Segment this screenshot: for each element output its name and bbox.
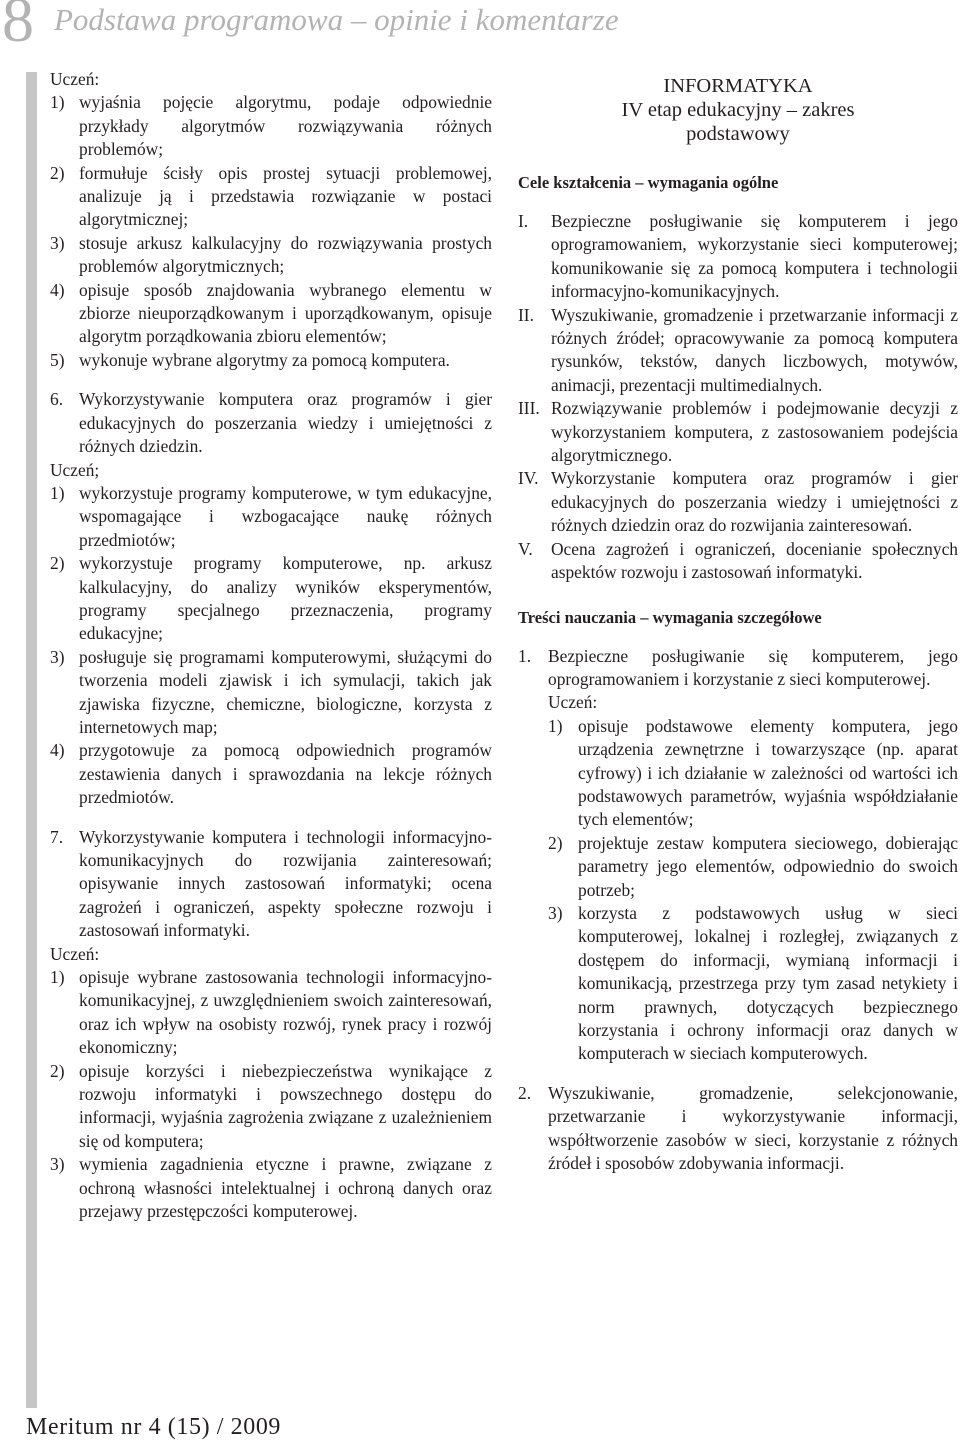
goal-item: I. Bezpieczne posługiwanie się komputerem i jego oprogramowaniem, wykorzystanie sieci komputerowej; komunikowanie się za pomocą komputera i technologii informacyjno-komunikacyjnych. (518, 211, 958, 302)
goal-item: II. Wyszukiwanie, gromadzenie i przetwarzanie informacji z różnych źródeł; opracowywanie za pomocą komputera rysunków, tekstów, danych liczbowych, motywów, animacji, prezentacji multimedialnych. (518, 304, 958, 395)
list-item: 1) wyjaśnia pojęcie algorytmu, podaje odpowiednie przykłady algorytmów rozwiązywania różnych problemów; (50, 92, 492, 160)
side-bar-decoration (26, 72, 37, 1408)
list-item: 3) korzysta z podstawowych usług w sieci komputerowej, lokalnej i rozległej, związanych z dostępem do informacji, wymianą informacji i komunikacją, przestrzega przy tym zasad netykiety i norm prawnych, dotyczących bezpiecznego korzystania i ochrony informacji oraz danych w komputerach w sieciach komputerowych. (548, 902, 958, 1064)
list-item: 2) wykorzystuje programy komputerowe, np. arkusz kalkulacyjny, do analizy wyników eksperymentów, programy specjalnego przeznaczenia, programy edukacyjne; (50, 553, 492, 644)
goals-heading: Cele kształcenia – wymagania ogólne (518, 173, 779, 192)
list-item: 2) projektuje zestaw komputera sieciowego, dobierając parametry jego elementów, odpowiednio do swoich potrzeb; (548, 832, 958, 900)
student-label: Uczeń: (50, 943, 100, 964)
section-heading: 7. Wykorzystywanie komputera i technologii informacyjno-komunikacyjnych do rozwijania zainteresowań; opisywanie innych zastosowań informatyki; ocena zagrożeń i ograniczeń, aspekty społeczne rozwoju i zastosowań informatyki. (50, 826, 492, 941)
goal-item: III. Rozwiązywanie problemów i podejmowanie decyzji z wykorzystaniem komputera, z zastosowaniem podejścia algorytmicznego. (518, 398, 958, 466)
running-title: Podstawa programowa – opinie i komentarze (54, 2, 619, 37)
section-1 (518, 645, 958, 1066)
right-column (518, 68, 958, 1175)
student-label: Uczeń; (50, 459, 100, 480)
goals-list (518, 210, 958, 585)
list-item: 1) opisuje wybrane zastosowania technologii informacyjno-komunikacyjnej, z uwzględnieniem swoich zainteresowań, oraz ich wpływ na osobisty rozwój, rynek pracy i rozwój ekonomiczny; (50, 967, 492, 1058)
footer-issue: Meritum nr 4 (15) / 2009 (26, 1414, 282, 1440)
list-item: 1) wykorzystuje programy komputerowe, w tym edukacyjne, wspomagające i wzbogacające naukę różnych przedmiotów; (50, 482, 492, 550)
list-item: 2) opisuje korzyści i niebezpieczeństwa wynikające z rozwoju informatyki i powszechnego dostępu do informacji, wyjaśnia zagrożenia związane z uzależnieniem się od komputera; (50, 1060, 492, 1151)
student-label: Uczeń: (50, 69, 100, 89)
list-item: 3) stosuje arkusz kalkulacyjny do rozwiązywania prostych problemów algorytmicznych; (50, 232, 492, 277)
section-heading: 6. Wykorzystywanie komputera oraz programów i gier edukacyjnych do poszerzania wiedzy i umiejętności z różnych dziedzin. (50, 389, 492, 457)
section-2 (518, 1082, 958, 1176)
section-6 (50, 388, 492, 809)
left-column (50, 68, 492, 1224)
list-item: 1) opisuje podstawowe elementy komputera, jego urządzenia zewnętrzne i towarzyszące (np. aparat cyfrowy) i ich działanie w zależności od wartości ich podstawowych parametrów, wyjaśnia współdziałanie tych elementów; (548, 715, 958, 830)
student-label-row (518, 691, 958, 714)
subject-title: INFORMATYKA (663, 75, 813, 97)
subject-subtitle: IV etap edukacyjny – zakres podstawowy (621, 99, 855, 145)
section-heading: 1. Bezpieczne posługiwanie się komputerem, jego oprogramowaniem i korzystanie z sieci komputerowej. (518, 645, 958, 689)
list-item: 5) wykonuje wybrane algorytmy za pomocą komputera. (50, 349, 450, 370)
goal-item: IV. Wykorzystanie komputera oraz programów i gier edukacyjnych do poszerzania wiedzy i umiejętności z różnych dziedzin oraz do rozwijania zainteresowań. (518, 468, 958, 536)
list-item: 4) przygotowuje za pomocą odpowiednich programów zestawienia danych i sprawozdania na lekcje różnych przedmiotów. (50, 740, 492, 808)
goal-item: V. Ocena zagrożeń i ograniczeń, docenianie społecznych aspektów rozwoju i zastosowań informatyki. (518, 538, 958, 583)
list-item: 3) wymienia zagadnienia etyczne i prawne, związane z ochroną własności intelektualnej i ochroną danych oraz przejawy przestępczości komputerowej. (50, 1154, 492, 1222)
list-a (50, 91, 492, 372)
list-item: 3) posługuje się programami komputerowymi, służącymi do tworzenia modeli zjawisk i ich symulacji, takich jak zjawiska fizyczne, chemiczne, biologiczne, korzysta z internetowych map; (50, 646, 492, 737)
content-heading: Treści nauczania – wymagania szczegółowe (518, 607, 822, 627)
student-label: Uczeń: (548, 692, 598, 713)
list-item: 2) formułuje ścisły opis prostej sytuacji problemowej, analizuje ją i przedstawia rozwiązanie w postaci algorytmicznej; (50, 162, 492, 230)
list-item: 4) opisuje sposób znajdowania wybranego elementu w zbiorze nieuporządkowanym i uporządkowanym, opisuje algorytm porządkowania zbioru elementów; (50, 279, 492, 347)
page-number: 8 (2, 0, 34, 55)
section-heading: 2. Wyszukiwanie, gromadzenie, selekcjonowanie, przetwarzanie i wykorzystywanie informacji, współtworzenie zasobów w sieci, korzystanie z różnych źródeł i sposobów zdobywania informacji. (518, 1082, 958, 1174)
section-7 (50, 826, 492, 1224)
